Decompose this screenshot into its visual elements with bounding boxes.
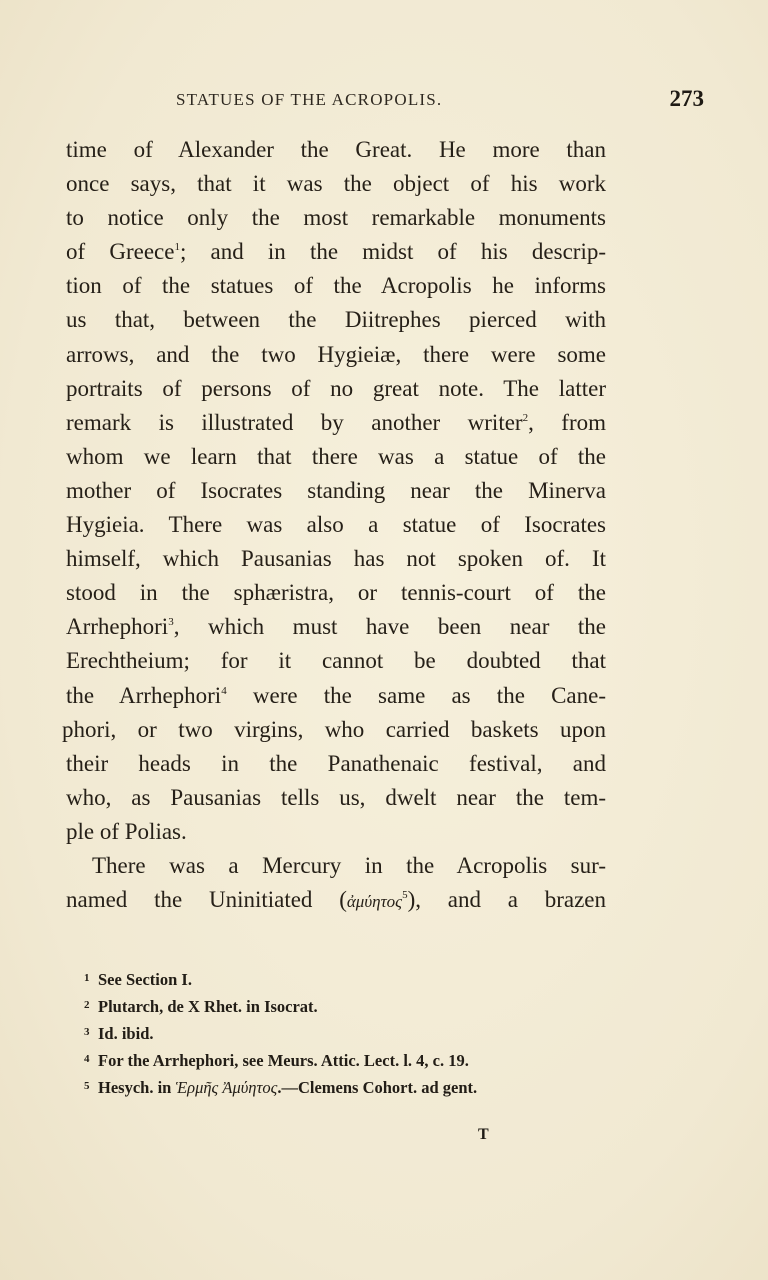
- text-line: whom we learn that there was a statue of the: [66, 443, 606, 469]
- footnote-mark: 2: [84, 999, 90, 1011]
- footnote-ref: 3: [168, 616, 174, 629]
- text-line: mother of Isocrates standing near the Minerva: [66, 477, 606, 503]
- text-line: There was a Mercury in the Acropolis sur-: [92, 852, 606, 878]
- text-line: ple of Polias.: [66, 818, 187, 844]
- footnote: 5 Hesych. in Ἑρμῆς Ἀμύητος.—Clemens Cohort. ad gent.: [84, 1073, 604, 1100]
- text-line: us that, between the Diitrephes pierced with: [66, 307, 606, 333]
- text-line: once says, that it was the object of his work: [66, 171, 606, 197]
- footnote-ref: 5: [402, 889, 408, 902]
- footnote: 4 For the Arrhephori, see Meurs. Attic. Lect. l. 4, c. 19.: [84, 1046, 604, 1073]
- footnote-ref: 1: [174, 241, 180, 254]
- text-line: stood in the sphæristra, or tennis-court of the: [66, 580, 606, 606]
- text-line: the Arrhephori$^4$ were the same as the Cane-: [66, 682, 607, 708]
- page-number: 273: [669, 86, 704, 111]
- footnote-mark: 5: [84, 1080, 90, 1092]
- text-line: himself, which Pausanias has not spoken of. It: [66, 546, 606, 572]
- text-line: phori, or two virgins, who carried baskets upon: [62, 716, 606, 742]
- text-line: of Greece$^1$; and in the midst of his descrip-: [66, 239, 606, 265]
- text-line: remark is illustrated by another writer$^2$, from: [66, 409, 607, 435]
- text-line: Erechtheium; for it cannot be doubted that: [66, 648, 606, 674]
- footnote-mark: 3: [84, 1026, 90, 1038]
- footnote-mark: 4: [84, 1053, 90, 1065]
- footnote-ref: 2: [522, 411, 529, 424]
- footnotes: [84, 965, 604, 1100]
- text-line: who, as Pausanias tells us, dwelt near the tem-: [66, 784, 606, 810]
- text-line: Arrhephori$^3$, which must have been near the: [66, 614, 606, 640]
- footnote-ref: 4: [221, 684, 227, 697]
- text-line: named the Uninitiated (ἀμύητος$^5$), and a brazen: [66, 887, 606, 913]
- text-line: tion of the statues of the Acropolis he informs: [66, 273, 606, 299]
- greek-word: Ἑρμῆς Ἀμύητος: [175, 1078, 278, 1097]
- body-text: [62, 133, 607, 917]
- text-line: their heads in the Panathenaic festival, and: [66, 750, 606, 776]
- running-head: STATUES OF THE ACROPOLIS.: [176, 90, 443, 109]
- text-line: Hygieia. There was also a statue of Isocrates: [66, 512, 606, 538]
- footnote: 1 See Section I.: [84, 965, 604, 992]
- text-line: to notice only the most remarkable monuments: [66, 205, 606, 231]
- footnote: 3 Id. ibid.: [84, 1019, 604, 1046]
- signature-mark: T: [478, 1126, 489, 1143]
- text-line: time of Alexander the Great. He more than: [66, 137, 606, 162]
- text-line: arrows, and the two Hygieiæ, there were some: [66, 341, 606, 367]
- greek-word: ἀμύητος: [346, 892, 403, 912]
- footnote: 2 Plutarch, de X Rhet. in Isocrat.: [84, 992, 604, 1019]
- page-header: [64, 86, 706, 118]
- footnote-mark: 1: [84, 972, 90, 984]
- text-line: portraits of persons of no great note. The latter: [66, 375, 606, 401]
